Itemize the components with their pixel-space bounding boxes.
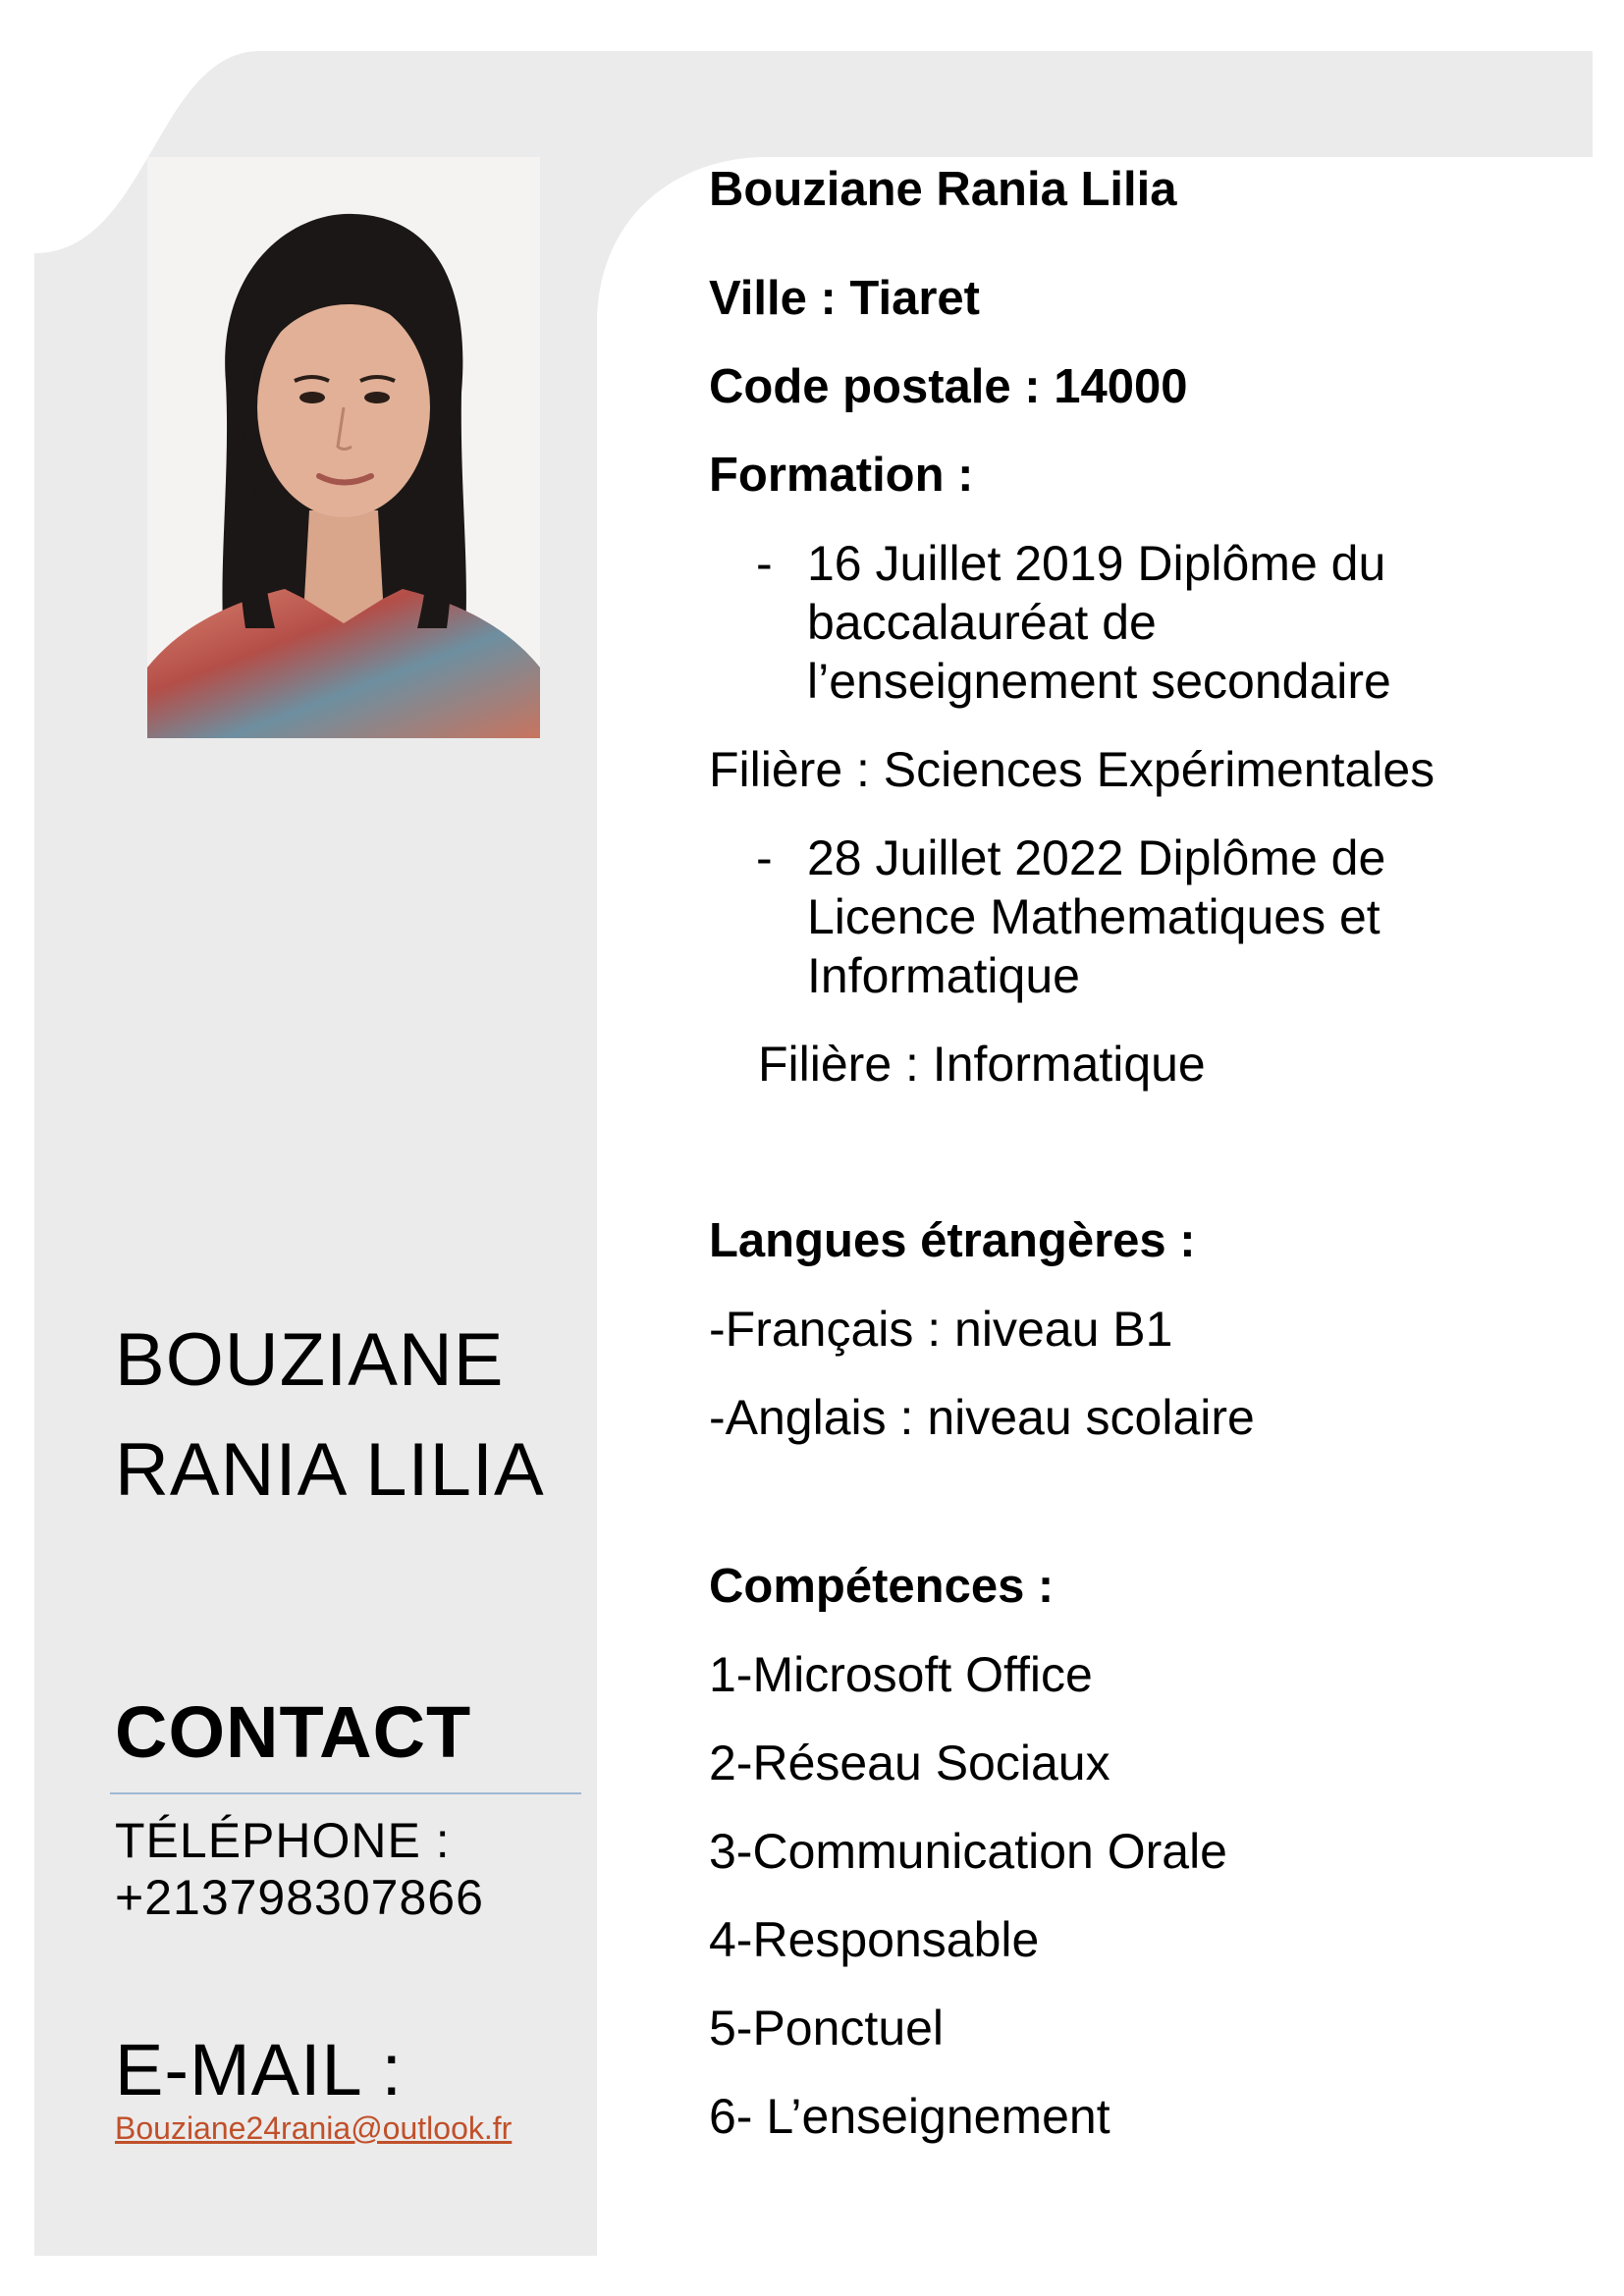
bullet-dash: - (756, 830, 773, 885)
postal-code: Code postale : 14000 (709, 360, 1188, 413)
skills-heading: Compétences : (709, 1560, 1055, 1613)
skill-item: 1-Microsoft Office (709, 1647, 1093, 1702)
skill-item: 3-Communication Orale (709, 1824, 1227, 1879)
languages-heading: Langues étrangères : (709, 1214, 1196, 1267)
formation-line: 16 Juillet 2019 Diplôme du (807, 536, 1386, 591)
skill-item: 2-Réseau Sociaux (709, 1735, 1110, 1790)
formation-line: Informatique (807, 948, 1080, 1003)
bullet-dash: - (756, 536, 773, 591)
formation-filiere: Filière : Informatique (758, 1037, 1206, 1092)
formation-line: Licence Mathematiques et (807, 889, 1380, 944)
sidebar-name-line1: BOUZIANE (115, 1318, 505, 1402)
formation-filiere: Filière : Sciences Expérimentales (709, 742, 1435, 797)
sidebar-name-line2: RANIA LILIA (115, 1428, 545, 1512)
formation-heading: Formation : (709, 449, 974, 502)
profile-photo (147, 157, 540, 738)
skill-item: 5-Ponctuel (709, 2001, 945, 2056)
sidebar-name (115, 1306, 586, 1525)
contact-divider (110, 1792, 581, 1794)
city: Ville : Tiaret (709, 272, 980, 325)
language-item: -Anglais : niveau scolaire (709, 1390, 1255, 1445)
phone-block (115, 1812, 484, 1926)
contact-heading: CONTACT (115, 1691, 472, 1773)
skill-item: 4-Responsable (709, 1912, 1040, 1967)
language-item: -Français : niveau B1 (709, 1302, 1173, 1357)
full-name: Bouziane Rania Lilia (709, 163, 1177, 216)
phone-label: TÉLÉPHONE : (115, 1813, 451, 1868)
formation-line: baccalauréat de (807, 595, 1157, 650)
email-link[interactable]: Bouziane24rania@outlook.fr (115, 2110, 513, 2146)
skill-item: 6- L’enseignement (709, 2089, 1110, 2144)
formation-line: l’enseignement secondaire (807, 654, 1391, 709)
formation-line: 28 Juillet 2022 Diplôme de (807, 830, 1386, 885)
phone-value: +213798307866 (115, 1870, 484, 1925)
email-heading: E-MAIL : (115, 2029, 404, 2110)
